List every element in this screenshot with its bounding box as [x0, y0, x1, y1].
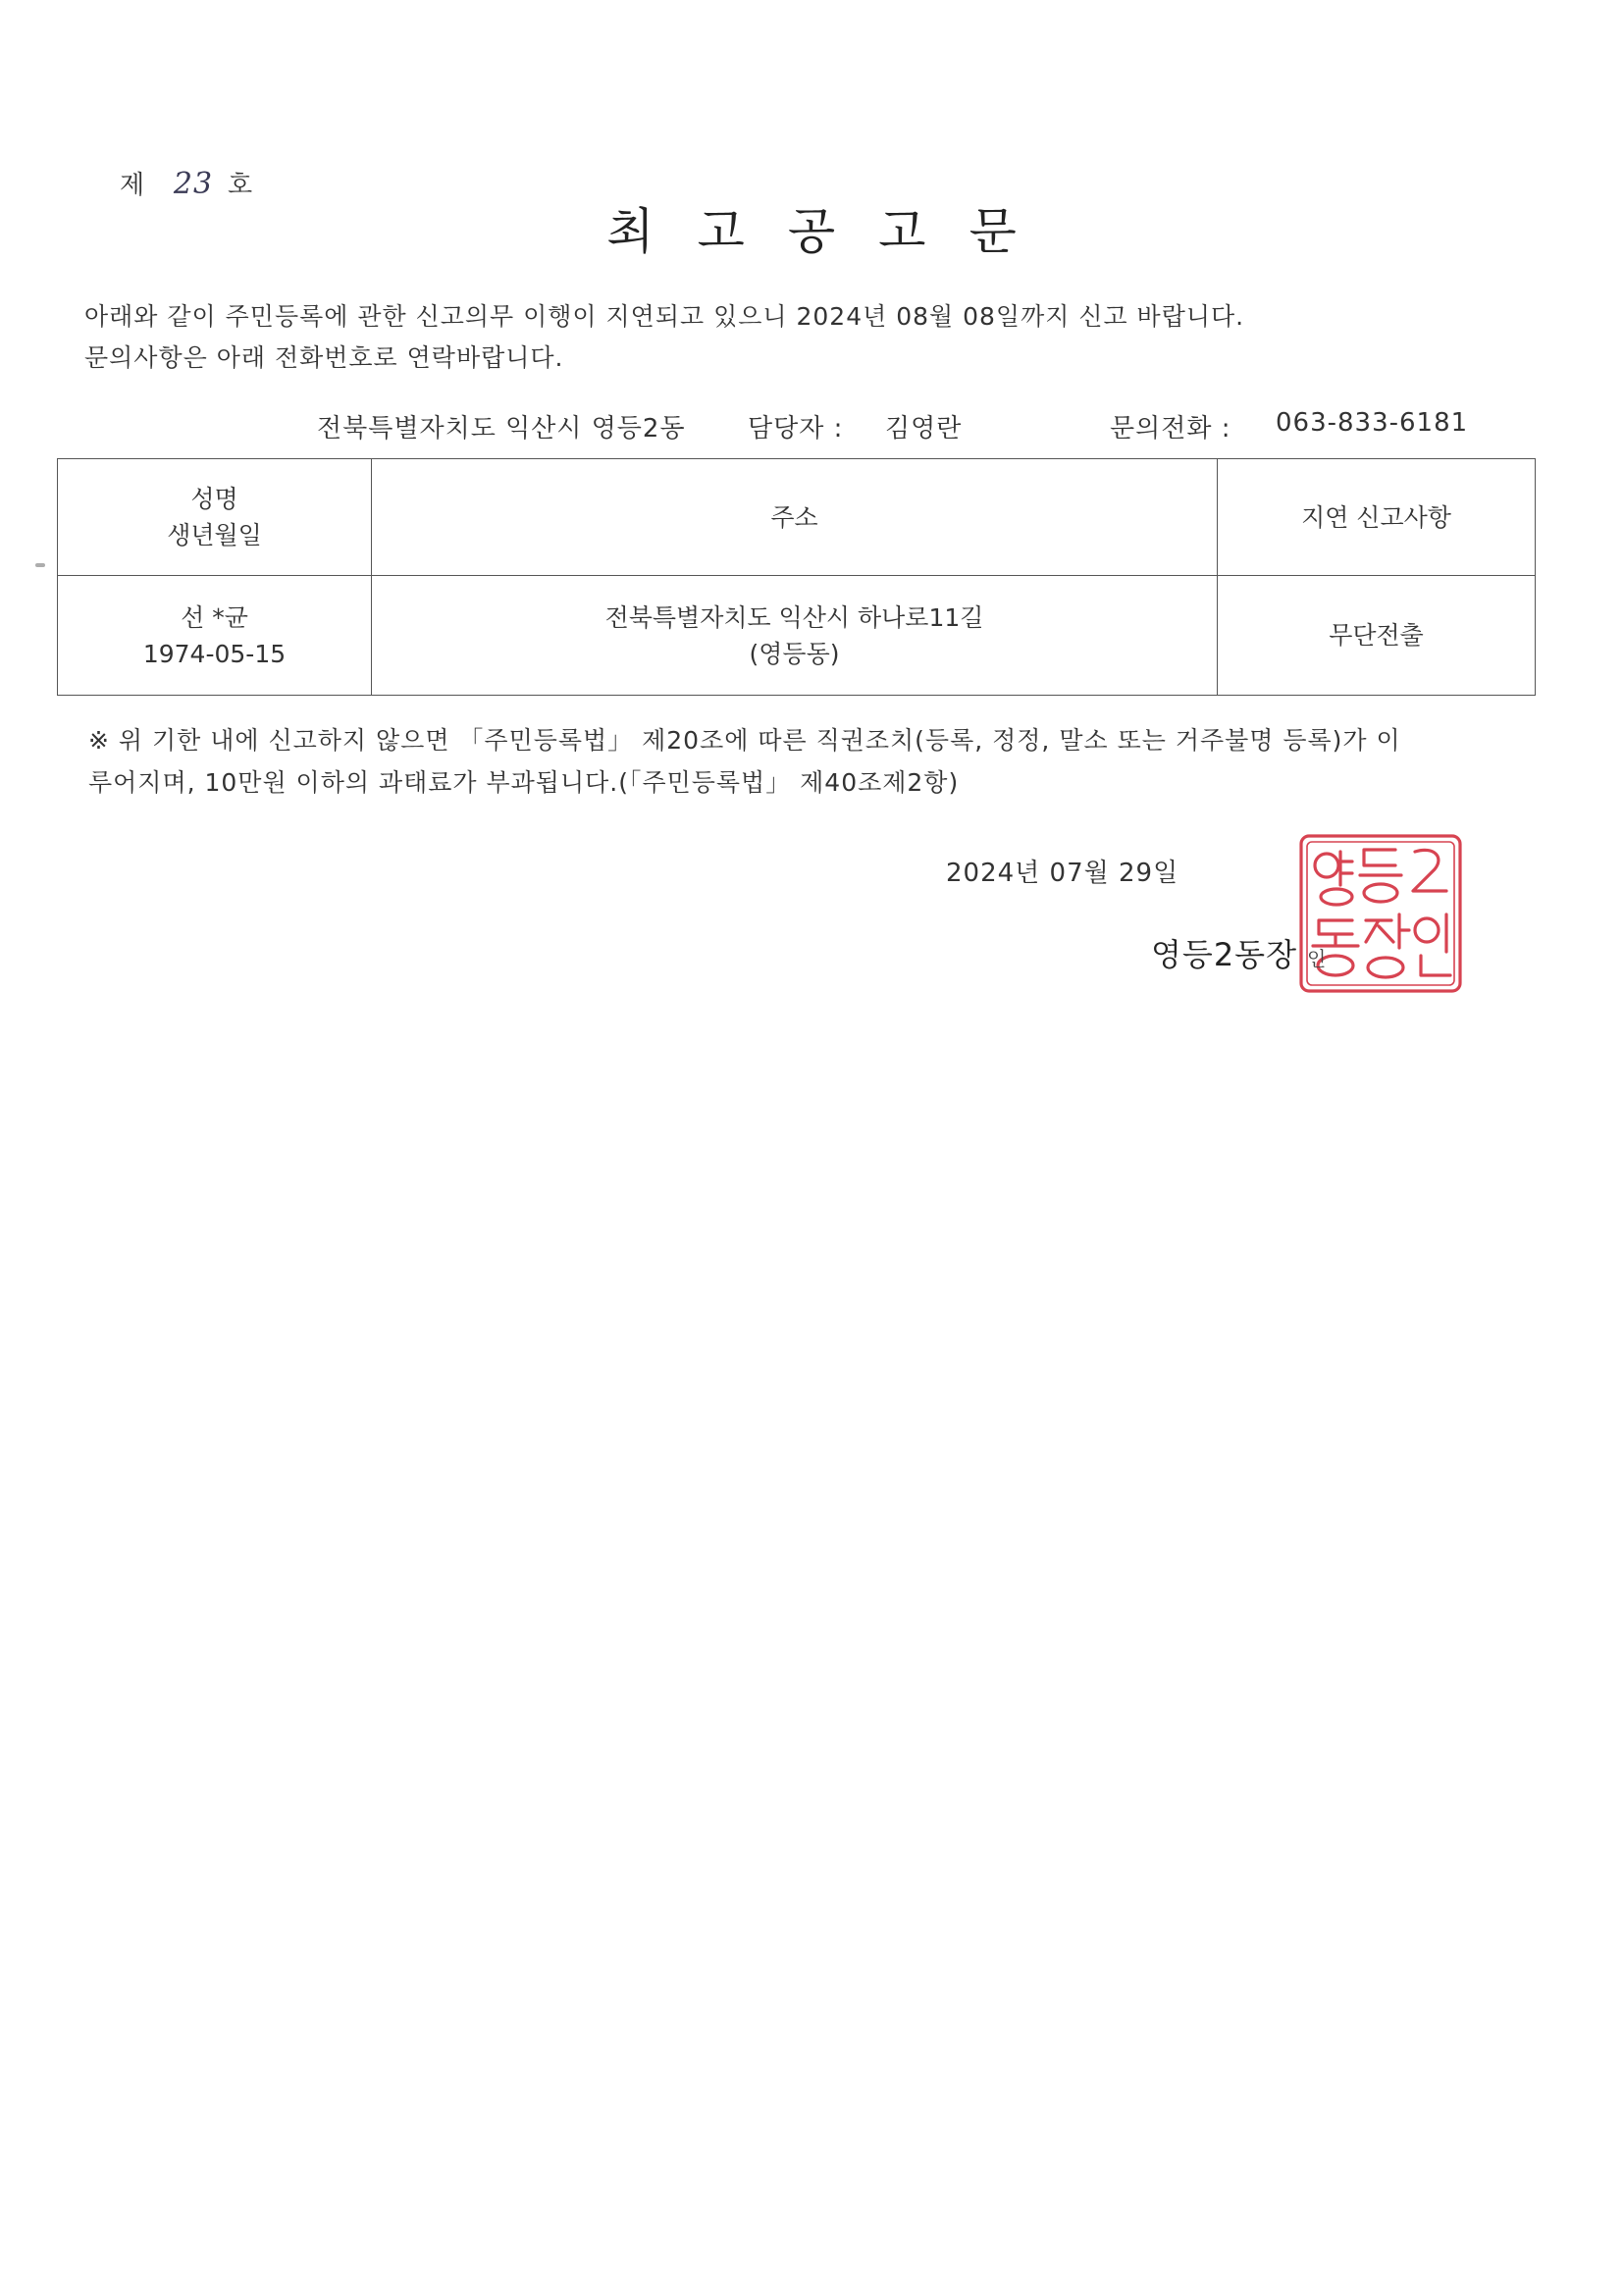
issue-date: 2024년 07월 29일	[946, 859, 1179, 888]
table-header-row	[58, 459, 1536, 576]
intro-line-1: 아래와 같이 주민등록에 관한 신고의무 이행이 지연되고 있으니 2024년 08월 08일까지 신고 바랍니다.	[84, 302, 1245, 331]
document-title: 최고공고문	[606, 203, 1060, 260]
note-line-2: 루어지며, 10만원 이하의 과태료가 부과됩니다.(「주민등록법」 제40조제2항)	[88, 768, 960, 797]
contact-office: 전북특별자치도 익산시 영등2동	[317, 414, 686, 444]
header-name: 성명	[190, 485, 238, 513]
issuer	[1151, 930, 1327, 975]
contact-phone-label: 문의전화 :	[1110, 414, 1231, 444]
legal-note	[88, 719, 1541, 804]
number-prefix: 제	[120, 171, 146, 200]
cell-birth: 1974-05-15	[142, 639, 287, 668]
header-overdue: 지연 신고사항	[1218, 459, 1536, 576]
cell-name: 선 *균	[181, 602, 248, 632]
header-address: 주소	[372, 459, 1218, 576]
intro-paragraph	[84, 296, 1244, 379]
contact-manager-label: 담당자 :	[748, 414, 844, 444]
contact-phone: 063-833-6181	[1276, 408, 1469, 438]
issuer-name: 영등2동장	[1151, 936, 1298, 973]
header-name-birth	[58, 459, 372, 576]
intro-line-2: 문의사항은 아래 전화번호로 연락바랍니다.	[84, 343, 564, 372]
header-birth: 생년월일	[167, 521, 262, 549]
number-suffix: 호	[228, 171, 254, 200]
contact-manager-name: 김영란	[885, 414, 963, 444]
note-line-1: ※ 위 기한 내에 신고하지 않으면 「주민등록법」 제20조에 따른 직권조치(등록, 정정, 말소 또는 거주불명 등록)가 이	[88, 726, 1401, 755]
cell-address-line-2: (영등동)	[749, 639, 840, 668]
table-row	[58, 576, 1536, 696]
seal-mark: 인	[1307, 947, 1328, 970]
overdue-table	[57, 458, 1535, 696]
cell-overdue: 무단전출	[1218, 576, 1536, 696]
cell-address-line-1: 전북특별자치도 익산시 하나로11길	[604, 602, 984, 632]
scan-speck	[35, 563, 45, 567]
cell-name-birth	[58, 576, 372, 696]
cell-address	[372, 576, 1218, 696]
number-value: 23	[173, 167, 214, 201]
